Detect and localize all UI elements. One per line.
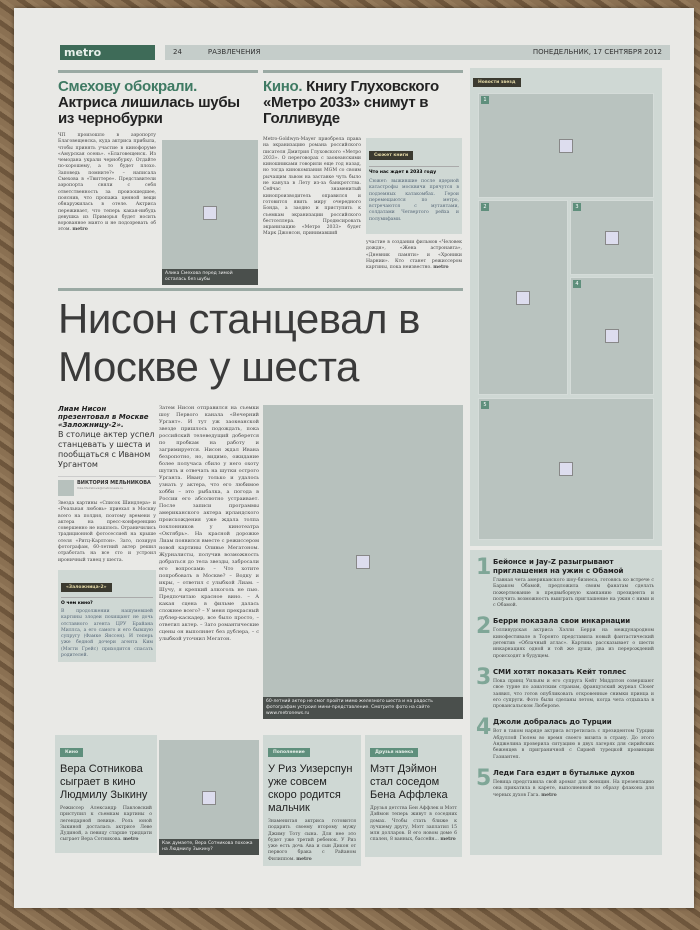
item-number: 5 [476,765,492,791]
item-title: Джоли добралась до Турции [493,718,612,727]
kicker: Лиам Нисон презентовал в Москве «Заложницу-2». [58,405,149,429]
item-text [493,780,654,799]
item-text: Главная чета американского шоу-бизнеса, готовясь ко встрече с Бараком Обамой, предложила своим фанатам сделать пожертвование в предвыборную кампанию президента и получить возможность выиграть приглашение на ужин с ними и с Обамой. [493,578,654,609]
signature: metro [72,227,88,233]
story-metro-2033 [263,70,463,271]
star-photo-tile[interactable] [570,200,654,275]
author-name: ВИКТОРИЯ МЕЛЬНИКОВА [77,480,151,486]
item-number: 1 [476,555,492,580]
headline [263,79,463,133]
item-text: Вот в таком наряде актриса встретилась с президентом Турции Абдуллой Гюлем во время своего визита в страну. До этого Анджелина проверила ситуацию в двух лагерях для сирийских беженцев в приграничной с Сирией турецкой провинции Газиантеп. [493,729,654,760]
top5-item [476,664,654,710]
text: Знаменитая актриса готовится подарить своему второму мужу Джиму Тоту сына. Для нее это будет уже третий ребенок. У Риз уже есть дочь Ава и сын Дикон от первого брака с Райаном Филиппом. [268,819,356,862]
top5-list [470,550,662,855]
box-title: Что нас ждет в 2033 году [369,166,459,175]
divider [263,70,463,73]
box-tag: «Заложница-2» [61,583,112,592]
star-photo-tile[interactable] [570,277,654,395]
signature: metro [296,856,312,862]
star-photo-tile[interactable] [478,93,654,198]
image-placeholder-icon [516,291,530,305]
box-tag: Сюжет книги [369,151,413,160]
lead: В столице актер успел станцевать у шеста и пообщаться с Иваном Ургантом [58,430,155,469]
author-email: Vika.Melnikova@metronews.ru [77,486,124,490]
card-text [370,806,457,844]
photo-caption: Как думаете, Вера Сотникова похожа на Людмилу Зыкину? [159,839,259,855]
box-title: О чем кино? [61,597,153,606]
signature: metro [123,837,139,843]
top5-item [476,555,654,609]
main-headline: Нисон станцевал в Москве у шеста [58,295,420,390]
text: Режиссер Александр Павловский приступил к съемкам картины о легендарной певице. Роль юной Зыкиной досталась актрисе Леве Дудиной, а певицу старше тридцати сыграет Вера Сотникова. [60,806,152,843]
divider [58,288,463,291]
body-text-end [366,240,462,271]
star-photo-tile[interactable] [478,200,568,395]
card-title: У Риз Уизерспун уже совсем скоро родится мальчик [268,763,353,814]
card-tag: Друзья навека [370,748,418,757]
item-number: 3 [476,664,492,690]
signature: metro [440,837,456,843]
item-title: Берри показала свои инкарнации [493,617,631,626]
headline-text: Актриса лишилась шубы из чернобурки [58,94,240,127]
card-title: Вера Сотникова сыграет в кино Людмилу Зыкину [60,763,148,801]
box-text: Сюжет: выжившие после ядерной катастрофы москвичи прячутся в подземных катакомбах. Герои перемещаются по метро, встречаются с мутантами, солдатами Четвертого рейха и полумифами. [369,179,459,222]
news-stars-panel [470,68,662,546]
panel-tag: Новости звезд [473,78,521,87]
card-tag: Кино [60,748,83,757]
box-text: В продолжении нашумевшей картины злодеи похищают не дочь отставного агента ЦРУ Брайана Миллса, а его самого и его бывшую супругу (Фамке Янссен). И теперь уже бедной дочери агента Ким (Мэгги Грейс) приходится спасать родителей. [61,608,153,659]
image-placeholder-icon [203,206,217,220]
card-tag: Пополнение [268,748,310,757]
headline-accent: Смехову обокрали. [58,78,197,95]
author-byline [58,476,156,496]
item-number: 2 [476,614,492,640]
image-placeholder-icon [605,231,619,245]
headline-text: Книгу Глуховского «Метро 2033» снимут в Голливуде [263,78,439,127]
star-photo-tile[interactable] [478,398,654,540]
photo-caption: 60-летний актер не смог пройти мимо железного шеста и на радость фотографам устроил мини-представление. Смотрите фото на сайте www.metronews.ru [263,697,463,719]
item-title: Бейонсе и Jay-Z разыгрывают приглашения на ужин с Обамой [493,558,624,575]
top5-item [476,614,654,659]
tile-number: 5 [481,401,489,409]
sidebar-box [366,138,462,234]
item-text: Голливудская актриса Хэлли Берри на международном кинофестивале в Торонто представила новый фантастический детектив «Облачный атлас». Картина рассказывает о шести инкарнациях одной и той же души, два из перерождений происходят в будущем. [493,628,654,659]
headline [58,79,258,127]
main-story-left [58,405,156,662]
image-placeholder-icon [605,329,619,343]
body: ЧП произошло в аэропорту Благовещенска, куда актриса прибыла, чтобы принять участие в кинофоруме «Амурская осень». «Благовещенск. Из чемодана украли чернобурку. Отдайте по-хорошему, а то будет плохо. Заповедь помните?» – написала Смехова в «Твиттере». Представители аэропорта сняли с себя ответственность за произошедшее, пояснив, что пропажа ценной вещи обнаружилась в отеле. Актриса переживает, что теперь какая-нибудь девушка из Приморья будет носить ворованное манто и не подозревать об этом. [58,133,156,233]
issue-date: ПОНЕДЕЛЬНИК, 17 СЕНТЯБРЯ 2012 [532,48,662,56]
tile-number: 1 [481,96,489,104]
page-header [165,45,670,60]
author-photo [58,480,74,496]
tile-number: 2 [481,203,489,211]
about-movie-box [58,570,156,662]
body-text [58,133,156,234]
photo [162,140,258,285]
text: Друзья детства Бен Аффлек и Мэтт Дэймон теперь живут в соседних домах. Чтобы стать ближе к лучшему другу, Мэтт заплатил 15 млн долларов. В его новом доме 6 спален, 8 ванных, бассейн... [370,806,457,843]
text: Певица представила свой аромат для женщин. На презентацию она прикатила в карете, выполненной по образу флакона для черных духов Гага. [493,779,654,798]
top5-item [476,715,654,760]
page-number: 24 [173,48,182,56]
image-placeholder-icon [559,462,573,476]
item-title: Леди Гага ездит в бутыльке духов [493,768,635,777]
body-text: Звезда картины «Список Шиндлера» и «Реальная любовь» приехал в Москву всего на полдня, поэтому времени у актера на пресс-конференцию совершенно не нашлось. Ограничились традиционной фотосессией на крыше отеля «Ритц-Карлтон». Зато, позируя фотографам, 60-летний актер решил отработать на все сто и устроил ироничный танец у шеста. [58,501,156,563]
card-damon [365,735,462,857]
tile-number: 3 [573,203,581,211]
item-text: Пока принц Уильям и его супруга Кейт Миддлтон совершают свое турне по азиатским странам, французский журнал Closer заявил, что готов опубликовать откровенные снимки принца и его супруги. Фото были сделаны летом, когда чета отдыхала в провансальском Люберone. [493,678,654,710]
image-placeholder-icon [559,139,573,153]
photo-caption: Алика Смехова перед зимой осталась без шубы [162,269,258,285]
main-body-column: Затем Нисон отправился на съемки шоу Первого канала «Вечерний Ургант». И тут уж заокеанской звезде пришлось подождать, пока российский телеведущий доберется по пробкам на работу и загримируется. Нисон ждал Ивана безропотно, но, видимо, ожидание более получаса сбило у него охоту шутить и отвечать на шутки острого Урганта. Ивану только и удалось узнать у актера, что его любимое хобби – это рыбалка, а погода в России его абсолютно устраивает. После записи программы американского актера ирландского происхождения уже ждала толпа поклонников у кинотеатра «Октябрь». На красной дорожке Лиам появился вместе с режиссером новой картины Оливье Мегатоном. Журналисты, получив возможность добраться до тела звезды, забросали его вопросами: – Что хотите попробовать в Москве? – Водку и икры, – ответил с улыбкой Лиам. – Шучу, я крепкий алкоголь не пью. Предпочитаю красное вино. – А какая сцена в фильме далась сложнее всего? – У меня прекрасный дублер-каскадер, все было просто, – ответил актер. – Зато романтические сцены он выполняет без дублера, – с улыбкой уточнил Мегатон. [159,405,259,642]
story-smekhova [58,70,258,282]
image-placeholder-icon [202,791,216,805]
card-title: Мэтт Дэймон стал соседом Бена Аффлека [370,763,448,801]
image-placeholder-icon [356,555,370,569]
signature: metro [541,792,557,798]
card-witherspoon [263,735,361,866]
headline-accent: Кино. [263,78,303,95]
divider [58,70,258,73]
card-text [268,819,356,863]
item-title: СМИ хотят показать Кейт топлес [493,667,627,676]
tile-number: 4 [573,280,581,288]
card-photo [159,740,259,855]
card-text [60,806,152,844]
card-sotnikova [55,735,157,853]
item-number: 4 [476,715,492,741]
section-name: РАЗВЛЕЧЕНИЯ [207,48,261,56]
signature: metro [433,265,449,271]
top5-item [476,765,654,799]
main-photo [263,405,463,719]
metro-logo: metro [60,45,155,60]
body-text: Metro-Goldwyn-Mayer приобрела права на экранизацию романа российского писателя Дмитрия Глуховского «Метро 2033». О переговорах с заокеанскими киношниками говорили еще год назад, но тогда кинокомпания MGM со своим рычащим львом на заставке чуть было не канула в Лету из-за банкротства. Сейчас знаменитый кинопроизводитель оправился и готовится явить миру очередного Бонда, а заодно и приступить к съемкам экранизации российского бестселлера. Продюсировать экранизацию «Метро 2033» будет Марк Джонсон, принимавший [263,137,361,237]
body: участие в создании фильмов «Человек дождя», «Жена астронавта», «Дневник памяти» и «Хроники Нарнии». Кто станет режиссером картины, пока неизвестно. [366,240,462,271]
